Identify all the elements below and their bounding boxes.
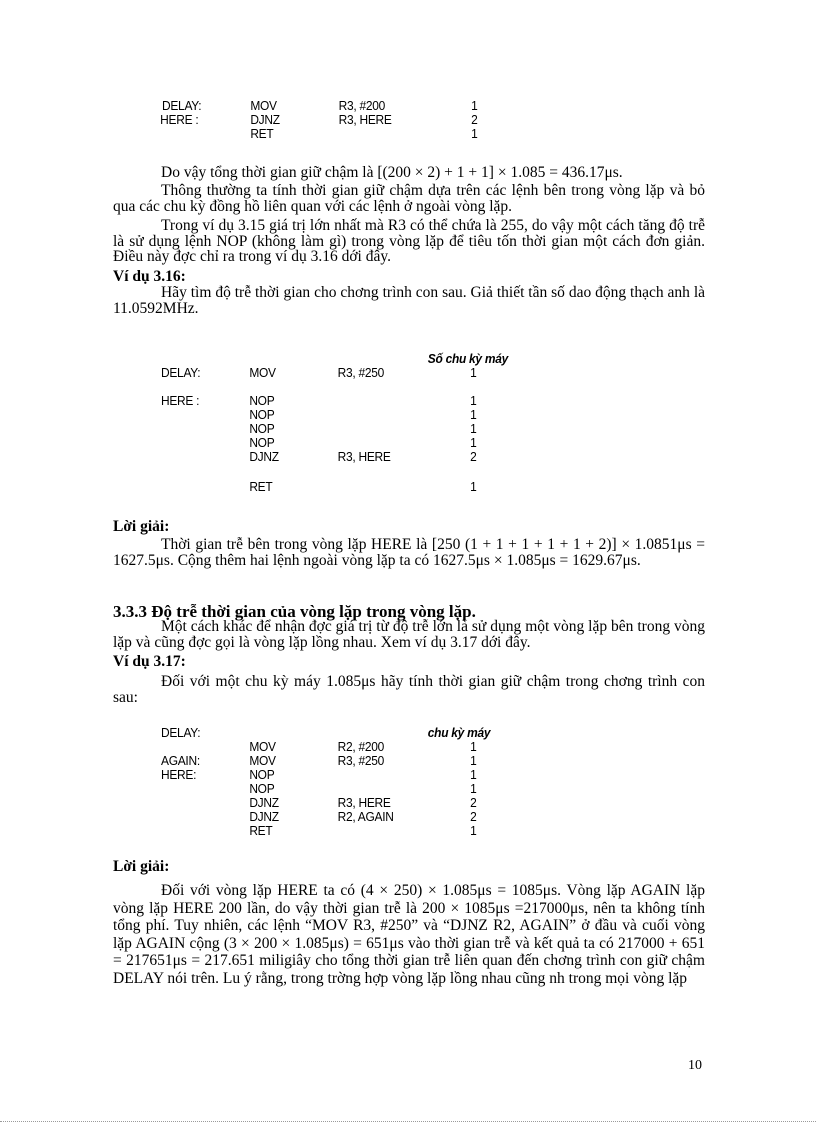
code-op: NOP <box>249 435 275 450</box>
solution-1-title: Lời giải: <box>113 518 170 535</box>
code-cycles: 1 <box>470 781 477 796</box>
code-label: HERE : <box>160 112 199 127</box>
code-label: HERE: <box>161 767 197 782</box>
code-cycles: 1 <box>470 479 477 494</box>
code-label: DELAY: <box>161 725 201 740</box>
solution-2-title: Lời giải: <box>113 858 170 875</box>
section-3-3-3-text: Một cách khác để nhận đợc giá trị từ độ trễ lớn là sử dụng một vòng lặp bên trong vòng lặp và cũng đợc gọi là vòng lặp lồng nhau. Xem ví dụ 3.17 dới đây. <box>113 618 705 651</box>
cycles-column-header: chu kỳ máy <box>427 725 491 740</box>
code-op: NOP <box>249 393 275 408</box>
code-arg: R3, #200 <box>338 98 385 113</box>
code-op: NOP <box>249 421 275 436</box>
code-op: MOV <box>249 365 276 380</box>
code-cycles: 1 <box>470 435 477 450</box>
code-cycles: 2 <box>471 112 478 127</box>
example-3-16-title: Ví dụ 3.16: <box>113 268 186 285</box>
code-cycles: 1 <box>471 98 478 113</box>
code-op: DJNZ <box>249 809 279 824</box>
code-label: HERE : <box>161 393 200 408</box>
code-op: RET <box>250 126 274 141</box>
code-cycles: 1 <box>470 753 477 768</box>
code-op: MOV <box>249 739 276 754</box>
solution-2-text: Đối với vòng lặp HERE ta có (4 × 250) × 1.085μs = 1085μs. Vòng lặp AGAIN lặp vòng lặp HERE 200 lần, do vậy thời gian trễ là 200 × 1085μs =217000μs, nên ta không tính tổng phí. Tuy nhiên, các lệnh “MOV R3, #250” và “DJNZ R2, AGAIN” ở đầu và cuối vòng lặp AGAIN cộng (3 × 200 × 1.085μs) = 651μs vào thời gian trễ và kết quả ta có 217000 + 651 = 217651μs = 217.651 miligiây cho tổng thời gian trễ liên quan đến chơng trình con giữ chậm DELAY nói trên. Lu ý rằng, trong trờng hợp vòng lặp lồng nhau cũng nh trong mọi vòng lặp <box>113 882 705 987</box>
code-cycles: 1 <box>470 407 477 422</box>
paragraph-nop: Trong ví dụ 3.15 giá trị lớn nhất mà R3 có thể chứa là 255, do vậy một cách tăng độ trễ là sử dụng lệnh NOP (không làm gì) trong vòng lặp để tiêu tốn thời gian một cách đơn giản. Điều này đợc chỉ ra trong ví dụ 3.16 dới đây. <box>113 217 705 265</box>
solution-1-text: Thời gian trễ bên trong vòng lặp HERE là [250 (1 + 1 + 1 + 1 + 1 + 2)] × 1.0851μs = 1627.5μs. Cộng thêm hai lệnh ngoài vòng lặp ta có 1627.5μs × 1.085μs = 1629.67μs. <box>113 536 705 569</box>
code-arg: R2, #200 <box>337 739 384 754</box>
code-op: MOV <box>249 753 276 768</box>
example-3-16-text: Hãy tìm độ trễ thời gian cho chơng trình con sau. Giả thiết tần số dao động thạch anh là 11.0592MHz. <box>113 284 705 317</box>
code-op: DJNZ <box>250 112 280 127</box>
code-label: DELAY: <box>162 98 202 113</box>
code-cycles: 2 <box>470 809 477 824</box>
code-op: RET <box>249 823 273 838</box>
code-label: DELAY: <box>161 365 201 380</box>
code-op: DJNZ <box>249 795 279 810</box>
code-cycles: 1 <box>470 393 477 408</box>
code-arg: R3, #250 <box>337 365 384 380</box>
code-arg: R3, HERE <box>337 795 391 810</box>
paragraph-total-delay: Do vậy tổng thời gian giữ chậm là [(200 × 2) + 1 + 1] × 1.085 = 436.17μs. <box>161 164 623 181</box>
code-arg: R3, HERE <box>338 112 392 127</box>
page-number: 10 <box>688 1058 702 1073</box>
code-op: NOP <box>249 767 275 782</box>
page-bottom-border <box>0 1121 816 1122</box>
paragraph-usually: Thông thường ta tính thời gian giữ chậm dựa trên các lệnh bên trong vòng lặp và bỏ qua các chu kỳ đồng hồ liên quan với các lệnh ở ngoài vòng lặp. <box>113 182 705 215</box>
code-op: RET <box>249 479 273 494</box>
code-arg: R3, #250 <box>337 753 384 768</box>
code-op: MOV <box>250 98 277 113</box>
code-cycles: 1 <box>470 739 477 754</box>
code-cycles: 1 <box>470 823 477 838</box>
code-op: NOP <box>249 781 275 796</box>
code-cycles: 1 <box>471 126 478 141</box>
code-arg: R2, AGAIN <box>337 809 394 824</box>
code-cycles: 1 <box>470 421 477 436</box>
code-arg: R3, HERE <box>337 449 391 464</box>
code-label: AGAIN: <box>161 753 200 768</box>
example-3-17-text: Đối với một chu kỳ máy 1.085μs hãy tính thời gian giữ chậm trong chơng trình con sau: <box>113 673 705 706</box>
code-cycles: 2 <box>470 449 477 464</box>
cycles-column-header: Số chu kỳ máy <box>427 351 508 366</box>
code-cycles: 2 <box>470 795 477 810</box>
code-op: DJNZ <box>249 449 279 464</box>
section-3-3-3-title: 3.3.3 Độ trễ thời gian của vòng lặp trong vòng lặp. <box>113 602 476 621</box>
code-cycles: 1 <box>470 767 477 782</box>
code-cycles: 1 <box>470 365 477 380</box>
example-3-17-title: Ví dụ 3.17: <box>113 653 186 670</box>
code-op: NOP <box>249 407 275 422</box>
